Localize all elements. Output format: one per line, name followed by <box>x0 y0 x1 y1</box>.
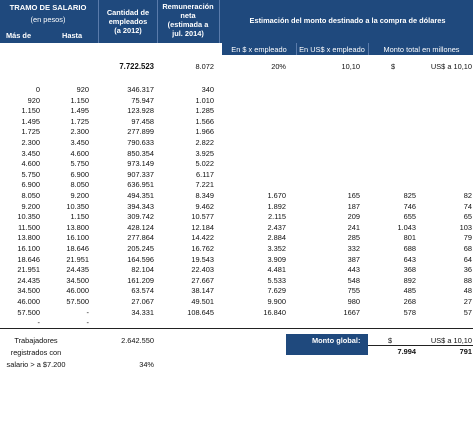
remuneracion-cell: 9.462 <box>195 201 214 211</box>
hasta-cell: - <box>86 307 89 317</box>
mas-de-cell: 3.450 <box>21 148 40 158</box>
cantidad-cell: 123.928 <box>127 106 154 116</box>
trabajadores-label-2: registrados con <box>10 348 62 357</box>
global-usd-label: US$ a 10,10 <box>430 336 472 345</box>
remuneracion-cell: 2.822 <box>195 138 214 147</box>
usd-empleado-cell: 443 <box>347 265 360 275</box>
hasta-cell: 10.350 <box>66 201 89 211</box>
mas-de-cell: 4.600 <box>21 159 40 169</box>
monto-usd-cell: 82 <box>463 191 472 200</box>
pesos-empleado-cell: 1.892 <box>267 201 286 211</box>
cantidad-cell: 97.458 <box>131 116 154 126</box>
monto-usd-cell: 48 <box>463 286 472 296</box>
pesos-empleado-cell: 9.900 <box>267 297 286 306</box>
estimacion-header: Estimación del monto destinado a la compra de dólares <box>249 16 446 25</box>
mas-de-cell: 0 <box>35 85 40 94</box>
hasta-cell: 5.750 <box>70 159 89 169</box>
cantidad-cell: 75.947 <box>131 95 154 105</box>
param-usd-empleado: 10,10 <box>341 62 360 71</box>
subheader-monto-total: Monto total en millones <box>383 45 460 54</box>
monto-usd-cell: 27 <box>463 297 472 306</box>
hasta-cell: 1.725 <box>70 116 89 126</box>
monto-pesos-cell: 578 <box>403 307 416 317</box>
mas-de-cell: 5.750 <box>21 169 40 179</box>
hasta-cell: 18.646 <box>66 244 89 253</box>
remuneracion-header-1: Remuneración <box>162 2 214 11</box>
mas-de-cell: 46.000 <box>17 297 40 306</box>
cantidad-cell: 394.343 <box>127 201 154 211</box>
pesos-empleado-cell: 2.437 <box>267 222 286 232</box>
remuneracion-cell: 8.349 <box>195 191 214 200</box>
header-divider <box>219 0 220 43</box>
subheader-divider <box>296 43 297 55</box>
remuneracion-cell: 1.566 <box>195 116 214 126</box>
cantidad-header-2: empleados <box>108 17 148 26</box>
param-remuneracion-promedio: 8.072 <box>195 62 214 71</box>
monto-usd-cell: 64 <box>463 254 472 264</box>
cantidad-cell: 428.124 <box>127 222 154 232</box>
monto-usd-cell: 88 <box>463 275 472 285</box>
mas-de-cell: 1.150 <box>21 106 40 116</box>
usd-empleado-cell: 1667 <box>343 307 360 317</box>
usd-empleado-cell: 332 <box>347 244 360 253</box>
hasta-cell: - <box>86 318 89 328</box>
usd-empleado-cell: 285 <box>347 233 360 243</box>
cantidad-cell: 790.633 <box>127 138 154 147</box>
param-total-empleados: 7.722.523 <box>119 62 154 71</box>
hasta-cell: 34.500 <box>66 275 89 285</box>
remuneracion-cell: 49.501 <box>191 297 214 306</box>
monto-usd-cell: 57 <box>463 307 472 317</box>
hasta-cell: 13.800 <box>66 222 89 232</box>
param-pesos-symbol: $ <box>391 62 396 71</box>
header-divider <box>98 0 99 43</box>
mas-de-cell: 21.951 <box>17 265 40 275</box>
monto-pesos-cell: 268 <box>403 297 416 306</box>
monto-usd-cell: 65 <box>463 212 472 222</box>
hasta-header: Hasta <box>62 31 83 40</box>
monto-pesos-cell: 643 <box>403 254 416 264</box>
remuneracion-cell: 7.221 <box>195 180 214 190</box>
monto-pesos-cell: 801 <box>403 233 416 243</box>
hasta-cell: 920 <box>76 85 89 94</box>
hasta-cell: 1.150 <box>70 95 89 105</box>
remuneracion-cell: 16.762 <box>191 244 214 253</box>
subheader-divider <box>368 43 369 55</box>
remuneracion-cell: 22.403 <box>191 265 214 275</box>
param-porcentaje: 20% <box>271 62 286 71</box>
usd-empleado-cell: 241 <box>347 222 360 232</box>
mas-de-cell: 57.500 <box>17 307 40 317</box>
pesos-empleado-cell: 3.352 <box>267 244 286 253</box>
remuneracion-cell: 38.147 <box>191 286 214 296</box>
remuneracion-cell: 1.285 <box>195 106 214 116</box>
remuneracion-header-2: neta <box>180 11 196 20</box>
pesos-empleado-cell: 16.840 <box>263 307 286 317</box>
remuneracion-header-4: jul. 2014) <box>172 29 204 38</box>
monto-pesos-cell: 485 <box>403 286 416 296</box>
usd-empleado-cell: 980 <box>347 297 360 306</box>
monto-usd-cell: 74 <box>463 201 472 211</box>
remuneracion-cell: 10.577 <box>191 212 214 222</box>
hasta-cell: 1.150 <box>70 212 89 222</box>
mas-de-header: Más de <box>6 31 32 40</box>
usd-empleado-cell: 387 <box>347 254 360 264</box>
pesos-empleado-cell: 2.115 <box>268 212 286 222</box>
cantidad-cell: 346.317 <box>127 85 154 94</box>
global-usd-value: 791 <box>459 347 472 356</box>
mas-de-cell: 6.900 <box>21 180 40 190</box>
cantidad-cell: 907.337 <box>127 169 154 179</box>
pesos-empleado-cell: 4.481 <box>267 265 286 275</box>
hasta-cell: 2.300 <box>70 127 89 137</box>
pesos-empleado-cell: 1.670 <box>267 191 286 200</box>
cantidad-cell: 636.951 <box>127 180 154 190</box>
cantidad-cell: 494.351 <box>127 191 154 200</box>
monto-pesos-cell: 746 <box>403 201 416 211</box>
pesos-empleado-cell: 3.909 <box>267 254 286 264</box>
hasta-cell: 8.050 <box>70 180 89 190</box>
monto-pesos-cell: 368 <box>403 265 416 275</box>
cantidad-cell: 82.104 <box>131 265 154 275</box>
cantidad-header-1: Cantidad de <box>106 8 150 17</box>
mas-de-cell: 920 <box>27 95 40 105</box>
pesos-empleado-cell: 2.884 <box>267 233 286 243</box>
global-pesos-symbol: $ <box>388 336 393 345</box>
monto-global-label: Monto global: <box>312 336 361 345</box>
tramo-subtitle: (en pesos) <box>30 15 66 24</box>
remuneracion-cell: 27.667 <box>191 275 214 285</box>
remuneracion-cell: 1.010 <box>195 95 214 105</box>
hasta-cell: 6.900 <box>70 169 89 179</box>
remuneracion-cell: 3.925 <box>195 148 214 158</box>
mas-de-cell: 2.300 <box>21 138 40 147</box>
hasta-cell: 21.951 <box>66 254 89 264</box>
remuneracion-cell: 5.022 <box>195 159 214 169</box>
subheader-pesos-empleado: En $ x empleado <box>231 45 287 54</box>
mas-de-cell: 9.200 <box>21 201 40 211</box>
table-bottom-border <box>0 328 473 329</box>
monto-usd-cell: 36 <box>463 265 472 275</box>
usd-empleado-cell: 187 <box>347 201 360 211</box>
remuneracion-cell: 6.117 <box>196 169 214 179</box>
cantidad-cell: 205.245 <box>127 244 154 253</box>
cantidad-cell: 27.067 <box>131 297 154 306</box>
usd-empleado-cell: 165 <box>347 191 360 200</box>
subheader-usd-empleado: En US$ x empleado <box>299 45 365 54</box>
monto-usd-cell: 68 <box>463 244 472 253</box>
hasta-cell: 24.435 <box>66 265 89 275</box>
remuneracion-cell: 19.543 <box>191 254 214 264</box>
trabajadores-label-3: salario > a $7.200 <box>6 360 66 369</box>
trabajadores-pct: 34% <box>139 360 154 369</box>
hasta-cell: 57.500 <box>66 297 89 306</box>
global-divider <box>368 345 473 346</box>
global-pesos-value: 7.994 <box>397 347 416 356</box>
remuneracion-cell: 12.184 <box>191 222 214 232</box>
mas-de-cell: 34.500 <box>17 286 40 296</box>
mas-de-cell: 1.495 <box>21 116 40 126</box>
hasta-cell: 1.495 <box>70 106 89 116</box>
hasta-cell: 9.200 <box>70 191 89 200</box>
hasta-cell: 16.100 <box>66 233 89 243</box>
mas-de-cell: 8.050 <box>21 191 40 200</box>
cantidad-cell: 850.354 <box>127 148 154 158</box>
mas-de-cell: 13.800 <box>17 233 40 243</box>
cantidad-cell: 34.331 <box>131 307 154 317</box>
trabajadores-count: 2.642.550 <box>121 336 154 345</box>
monto-pesos-cell: 892 <box>403 275 416 285</box>
cantidad-cell: 309.742 <box>127 212 154 222</box>
monto-pesos-cell: 688 <box>403 244 416 253</box>
cantidad-cell: 277.864 <box>127 233 154 243</box>
mas-de-cell: 16.100 <box>17 244 40 253</box>
header-divider <box>157 0 158 43</box>
cantidad-cell: 277.899 <box>127 127 154 137</box>
remuneracion-cell: 14.422 <box>191 233 214 243</box>
mas-de-cell: 10.350 <box>17 212 40 222</box>
monto-usd-cell: 79 <box>463 233 472 243</box>
pesos-empleado-cell: 7.629 <box>267 286 286 296</box>
cantidad-cell: 973.149 <box>127 159 154 169</box>
cantidad-header-3: (a 2012) <box>114 26 142 35</box>
mas-de-cell: - <box>37 318 40 328</box>
monto-pesos-cell: 655 <box>403 212 416 222</box>
hasta-cell: 46.000 <box>66 286 89 296</box>
monto-usd-cell: 103 <box>459 222 472 232</box>
remuneracion-cell: 340 <box>201 85 214 94</box>
monto-pesos-cell: 1.043 <box>397 222 416 232</box>
hasta-cell: 3.450 <box>70 138 89 147</box>
cantidad-cell: 63.574 <box>131 286 154 296</box>
mas-de-cell: 1.725 <box>21 127 40 137</box>
remuneracion-cell: 108.645 <box>187 307 214 317</box>
mas-de-cell: 11.500 <box>17 222 40 232</box>
mas-de-cell: 18.646 <box>17 254 40 264</box>
usd-empleado-cell: 209 <box>347 212 360 222</box>
param-usd-rate: US$ a 10,10 <box>430 62 472 71</box>
trabajadores-label-1: Trabajadores <box>14 336 58 345</box>
remuneracion-cell: 1.966 <box>195 127 214 137</box>
cantidad-cell: 164.596 <box>127 254 154 264</box>
mas-de-cell: 24.435 <box>17 275 40 285</box>
usd-empleado-cell: 755 <box>347 286 360 296</box>
tramo-title: TRAMO DE SALARIO <box>9 3 87 12</box>
hasta-cell: 4.600 <box>70 148 89 158</box>
remuneracion-header-3: (estimada a <box>167 20 209 29</box>
cantidad-cell: 161.209 <box>127 275 154 285</box>
monto-pesos-cell: 825 <box>403 191 416 200</box>
pesos-empleado-cell: 5.533 <box>267 275 286 285</box>
usd-empleado-cell: 548 <box>347 275 360 285</box>
